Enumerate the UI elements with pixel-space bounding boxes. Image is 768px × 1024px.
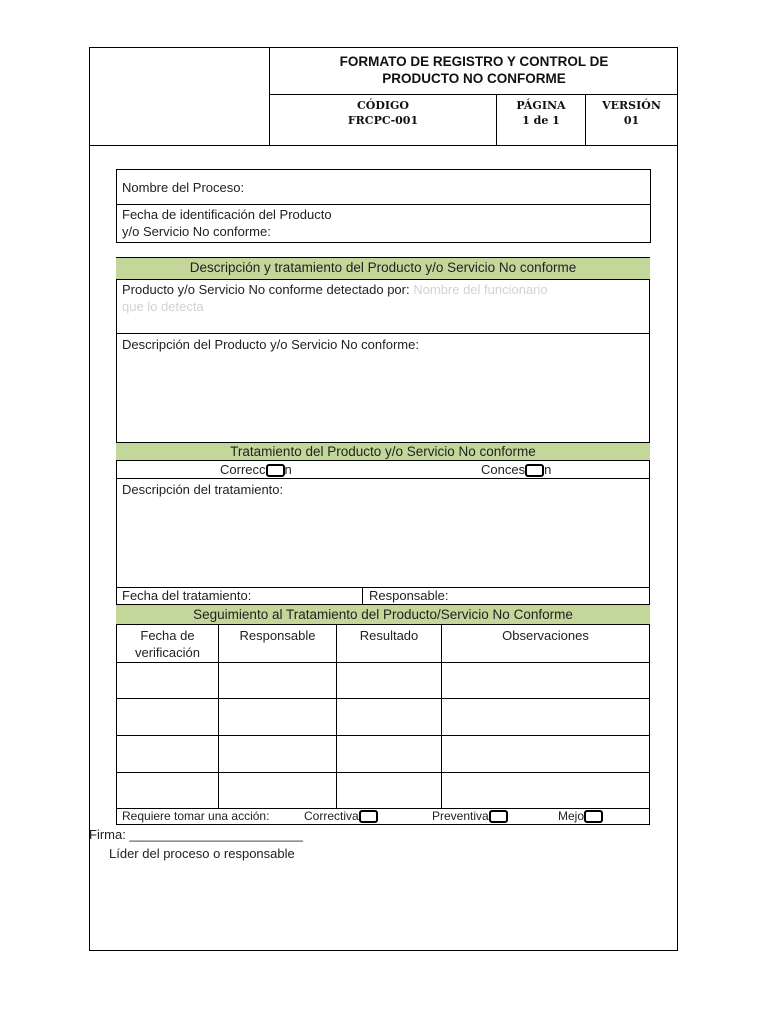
correction-label-b: n	[284, 462, 292, 477]
treatment-responsible-field[interactable]: Responsable:	[369, 588, 449, 603]
preventive-option[interactable]	[432, 809, 508, 824]
column-header-line-2: verificación	[134, 645, 201, 660]
version-cell	[586, 98, 677, 128]
detected-by-label: Producto y/o Servicio No conforme detectado por:	[122, 282, 410, 297]
action-required-label: Requiere tomar una acción:	[122, 809, 270, 823]
followup-section-header	[116, 604, 650, 625]
description-section-header	[116, 257, 650, 280]
correction-option[interactable]	[220, 461, 292, 478]
correction-label-a: Correcc	[220, 462, 266, 477]
page-value: 1 de 1	[522, 114, 560, 127]
column-header-responsible: Responsable	[239, 628, 316, 643]
concession-checkbox[interactable]	[525, 464, 544, 477]
code-value: FRCPC-001	[347, 114, 419, 127]
column-header-verification-date	[117, 627, 218, 661]
correction-checkbox[interactable]	[266, 464, 285, 477]
code-label: CÓDIGO	[357, 99, 409, 112]
header-divider	[269, 94, 678, 95]
preventive-checkbox[interactable]	[489, 810, 508, 823]
table-row[interactable]	[117, 736, 650, 772]
treatment-description-field[interactable]: Descripción del tratamiento:	[122, 482, 284, 497]
page-label: PÁGINA	[516, 99, 566, 112]
table-row[interactable]	[117, 773, 650, 808]
product-description-field[interactable]: Descripción del Producto y/o Servicio No conforme:	[122, 337, 419, 352]
table-row[interactable]	[117, 699, 650, 735]
title-line-2: PRODUCTO NO CONFORME	[382, 71, 566, 86]
corrective-label: Correctiva	[304, 809, 359, 823]
detected-by-placeholder-line-2: que lo detecta	[122, 299, 204, 314]
concession-label-b: n	[544, 462, 552, 477]
column-header-observations: Observaciones	[502, 628, 589, 643]
row-divider	[116, 478, 650, 479]
row-divider	[116, 204, 651, 205]
description-section-title: Descripción y tratamiento del Producto y/o Servicio No conforme	[189, 260, 577, 275]
column-divider	[362, 587, 363, 604]
column-header-line-1: Fecha de	[140, 628, 195, 643]
action-required-row	[122, 809, 269, 824]
treatment-date-field[interactable]: Fecha del tratamiento:	[122, 588, 252, 603]
process-name-label[interactable]: Nombre del Proceso:	[122, 180, 245, 195]
table-row[interactable]	[117, 663, 650, 698]
preventive-label: Preventiva	[432, 809, 489, 823]
concession-label-a: Conces	[481, 462, 526, 477]
code-cell	[270, 98, 496, 128]
version-value: 01	[623, 114, 640, 127]
page-cell	[497, 98, 585, 128]
signature-role: Líder del proceso o responsable	[109, 846, 295, 861]
corrective-checkbox[interactable]	[359, 810, 378, 823]
column-header-result: Resultado	[359, 628, 419, 643]
document-title	[270, 53, 678, 87]
detected-by-field[interactable]	[122, 281, 642, 315]
identification-date-label[interactable]	[122, 206, 332, 240]
treatment-section-header	[116, 442, 650, 461]
row-divider	[116, 333, 650, 334]
date-label-line-1: Fecha de identificación del Producto	[122, 207, 332, 222]
title-line-1: FORMATO DE REGISTRO Y CONTROL DE	[339, 54, 609, 69]
treatment-section-title: Tratamiento del Producto y/o Servicio No conforme	[230, 444, 536, 459]
concession-option[interactable]	[481, 461, 551, 478]
improvement-option[interactable]	[558, 809, 603, 824]
followup-section-title: Seguimiento al Tratamiento del Producto/Servicio No Conforme	[193, 607, 573, 622]
signature-field[interactable]: Firma: ________________________	[89, 827, 303, 842]
corrective-option[interactable]	[304, 809, 378, 824]
improvement-label: Mejo	[558, 809, 585, 823]
version-label: VERSIÓN	[602, 99, 661, 112]
detected-by-placeholder: Nombre del funcionario	[413, 282, 548, 297]
improvement-checkbox[interactable]	[584, 810, 603, 823]
header-divider	[89, 145, 678, 146]
date-label-line-2: y/o Servicio No conforme:	[122, 224, 271, 239]
